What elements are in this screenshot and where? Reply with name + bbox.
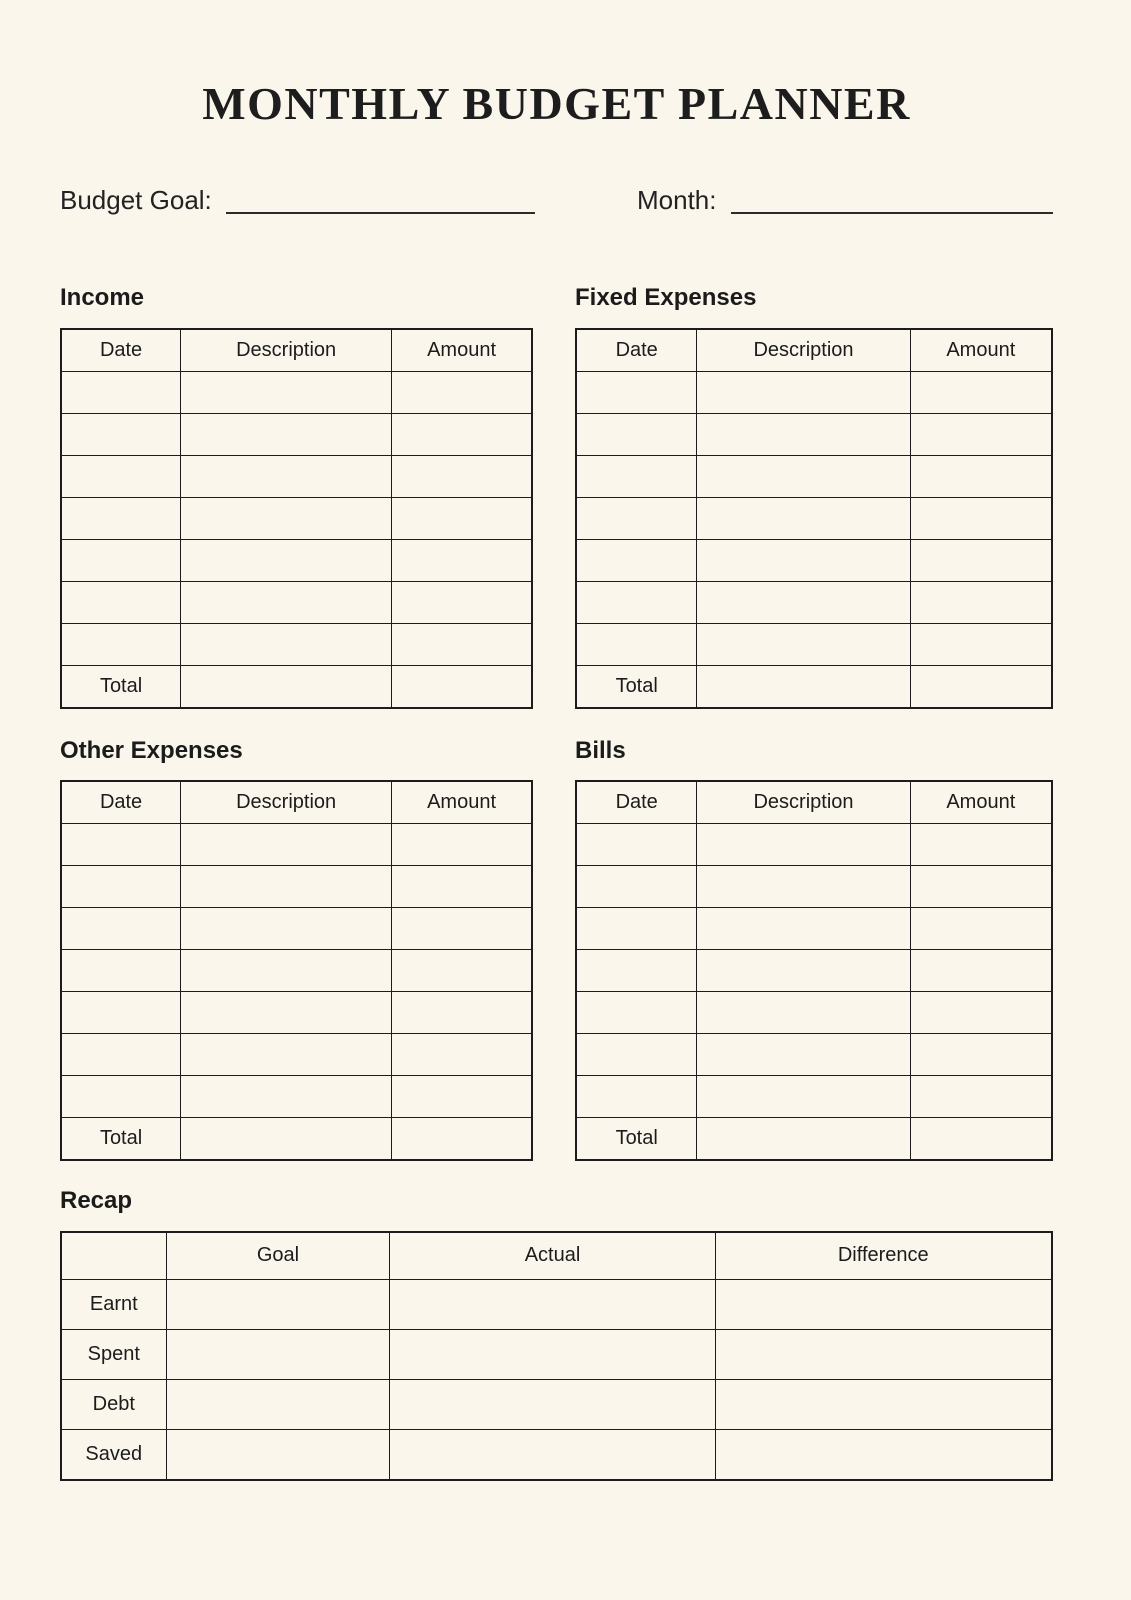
fixed-expenses-section-title: Fixed Expenses [575, 284, 757, 312]
budget-goal-field [60, 185, 535, 216]
amount-column-header: Amount [910, 781, 1052, 824]
recap-section-title: Recap [60, 1187, 133, 1215]
income-table [60, 328, 533, 709]
empty-cell [61, 908, 181, 950]
empty-cell [910, 908, 1052, 950]
empty-cell [576, 455, 697, 497]
empty-cell [390, 1329, 715, 1379]
budget-goal-input-line [226, 212, 535, 214]
date-column-header: Date [61, 329, 181, 372]
recap-row-debt [61, 1379, 1052, 1429]
recap-row-spent [61, 1329, 1052, 1379]
empty-cell [392, 581, 532, 623]
table-row [576, 413, 1052, 455]
table-row [576, 1034, 1052, 1076]
empty-cell [576, 824, 697, 866]
month-input-line [731, 212, 1054, 214]
table-row [61, 908, 532, 950]
empty-cell [576, 866, 697, 908]
empty-cell [181, 1034, 392, 1076]
empty-cell [61, 1034, 181, 1076]
table-row [61, 623, 532, 665]
empty-cell [910, 539, 1052, 581]
empty-cell [61, 539, 181, 581]
month-label: Month: [637, 184, 717, 215]
empty-cell [181, 866, 392, 908]
empty-cell [697, 539, 910, 581]
empty-cell [697, 371, 910, 413]
income-section [60, 284, 533, 709]
empty-cell [910, 1118, 1052, 1161]
empty-cell [576, 539, 697, 581]
empty-cell [61, 1076, 181, 1118]
empty-cell [392, 1118, 532, 1161]
table-row [576, 1076, 1052, 1118]
empty-cell [166, 1429, 390, 1480]
empty-cell [392, 413, 532, 455]
table-header-row [576, 329, 1052, 372]
empty-cell [697, 866, 910, 908]
empty-cell [392, 950, 532, 992]
empty-cell [697, 665, 910, 708]
empty-cell [910, 665, 1052, 708]
fixed-expenses-table [575, 328, 1053, 709]
empty-cell [910, 623, 1052, 665]
empty-cell [181, 371, 392, 413]
amount-column-header: Amount [392, 329, 532, 372]
empty-cell [697, 581, 910, 623]
table-row [61, 413, 532, 455]
table-row [576, 866, 1052, 908]
fixed-expenses-section [575, 284, 1053, 709]
empty-cell [697, 950, 910, 992]
empty-cell [576, 371, 697, 413]
amount-column-header: Amount [910, 329, 1052, 372]
empty-cell [910, 824, 1052, 866]
empty-cell [910, 455, 1052, 497]
recap-row-earnt [61, 1279, 1052, 1329]
date-column-header: Date [61, 781, 181, 824]
empty-cell [181, 992, 392, 1034]
empty-cell [910, 413, 1052, 455]
empty-cell [910, 992, 1052, 1034]
empty-cell [390, 1279, 715, 1329]
total-label: Total [61, 1118, 181, 1161]
empty-cell [61, 413, 181, 455]
empty-cell [392, 539, 532, 581]
empty-cell [392, 1034, 532, 1076]
recap-table [60, 1231, 1053, 1481]
table-row [61, 581, 532, 623]
empty-cell [392, 824, 532, 866]
table-row [61, 1076, 532, 1118]
empty-cell [181, 413, 392, 455]
goal-column-header: Goal [166, 1232, 390, 1280]
description-column-header: Description [697, 781, 910, 824]
total-row [61, 1118, 532, 1161]
recap-corner-cell [61, 1232, 166, 1280]
empty-cell [181, 539, 392, 581]
recap-row-label: Debt [61, 1379, 166, 1429]
empty-cell [910, 1034, 1052, 1076]
table-row [576, 455, 1052, 497]
table-row [61, 950, 532, 992]
table-header-row [576, 781, 1052, 824]
date-column-header: Date [576, 329, 697, 372]
other-expenses-section [60, 737, 533, 1162]
total-label: Total [61, 665, 181, 708]
empty-cell [181, 1076, 392, 1118]
empty-cell [61, 950, 181, 992]
empty-cell [576, 581, 697, 623]
empty-cell [392, 497, 532, 539]
empty-cell [181, 665, 392, 708]
table-row [576, 539, 1052, 581]
date-column-header: Date [576, 781, 697, 824]
table-row [61, 1034, 532, 1076]
empty-cell [392, 908, 532, 950]
empty-cell [392, 371, 532, 413]
empty-cell [576, 908, 697, 950]
empty-cell [166, 1279, 390, 1329]
table-row [576, 581, 1052, 623]
empty-cell [910, 581, 1052, 623]
total-row [576, 1118, 1052, 1161]
empty-cell [392, 665, 532, 708]
empty-cell [392, 992, 532, 1034]
table-row [576, 497, 1052, 539]
empty-cell [181, 1118, 392, 1161]
empty-cell [697, 1076, 910, 1118]
total-row [576, 665, 1052, 708]
description-column-header: Description [181, 781, 392, 824]
other-expenses-table [60, 780, 533, 1161]
bills-section-title: Bills [575, 736, 626, 764]
description-column-header: Description [697, 329, 910, 372]
table-row [61, 455, 532, 497]
recap-row-label: Spent [61, 1329, 166, 1379]
empty-cell [697, 908, 910, 950]
budget-tables-grid [60, 284, 1053, 1161]
empty-cell [697, 992, 910, 1034]
recap-row-saved [61, 1429, 1052, 1480]
empty-cell [910, 1076, 1052, 1118]
table-row [576, 992, 1052, 1034]
table-header-row [61, 781, 532, 824]
other-expenses-section-title: Other Expenses [60, 736, 243, 764]
empty-cell [181, 497, 392, 539]
empty-cell [61, 866, 181, 908]
table-row [576, 824, 1052, 866]
page-title: MONTHLY BUDGET PLANNER [202, 78, 911, 129]
empty-cell [910, 497, 1052, 539]
empty-cell [392, 1076, 532, 1118]
difference-column-header: Difference [715, 1232, 1052, 1280]
empty-cell [576, 1076, 697, 1118]
empty-cell [166, 1329, 390, 1379]
empty-cell [390, 1379, 715, 1429]
empty-cell [61, 497, 181, 539]
empty-cell [392, 623, 532, 665]
empty-cell [715, 1279, 1052, 1329]
empty-cell [181, 824, 392, 866]
empty-cell [697, 1118, 910, 1161]
empty-cell [576, 623, 697, 665]
table-row [61, 992, 532, 1034]
empty-cell [61, 992, 181, 1034]
table-row [61, 824, 532, 866]
empty-cell [697, 824, 910, 866]
table-row [576, 950, 1052, 992]
empty-cell [390, 1429, 715, 1480]
recap-section [60, 1187, 1053, 1481]
table-row [61, 539, 532, 581]
empty-cell [697, 1034, 910, 1076]
empty-cell [181, 623, 392, 665]
table-row [61, 371, 532, 413]
recap-header-row [61, 1232, 1052, 1280]
empty-cell [392, 866, 532, 908]
recap-row-label: Saved [61, 1429, 166, 1480]
table-row [61, 866, 532, 908]
empty-cell [181, 581, 392, 623]
description-column-header: Description [181, 329, 392, 372]
empty-cell [576, 950, 697, 992]
empty-cell [166, 1379, 390, 1429]
empty-cell [910, 866, 1052, 908]
table-row [61, 497, 532, 539]
table-header-row [61, 329, 532, 372]
income-section-title: Income [60, 284, 145, 312]
total-label: Total [576, 1118, 697, 1161]
header-fields [60, 185, 1053, 216]
empty-cell [576, 413, 697, 455]
empty-cell [910, 950, 1052, 992]
total-label: Total [576, 665, 697, 708]
empty-cell [697, 455, 910, 497]
empty-cell [181, 455, 392, 497]
empty-cell [181, 950, 392, 992]
empty-cell [697, 497, 910, 539]
empty-cell [61, 455, 181, 497]
total-row [61, 665, 532, 708]
empty-cell [910, 371, 1052, 413]
actual-column-header: Actual [390, 1232, 715, 1280]
empty-cell [715, 1329, 1052, 1379]
budget-goal-label: Budget Goal: [60, 184, 212, 215]
bills-table [575, 780, 1053, 1161]
table-row [576, 371, 1052, 413]
empty-cell [576, 992, 697, 1034]
amount-column-header: Amount [392, 781, 532, 824]
empty-cell [576, 497, 697, 539]
empty-cell [61, 581, 181, 623]
empty-cell [61, 824, 181, 866]
table-row [576, 623, 1052, 665]
empty-cell [576, 1034, 697, 1076]
empty-cell [61, 371, 181, 413]
empty-cell [715, 1379, 1052, 1429]
table-row [576, 908, 1052, 950]
empty-cell [181, 908, 392, 950]
empty-cell [61, 623, 181, 665]
empty-cell [697, 623, 910, 665]
empty-cell [392, 455, 532, 497]
month-field [637, 185, 1053, 216]
empty-cell [697, 413, 910, 455]
bills-section [575, 737, 1053, 1162]
recap-row-label: Earnt [61, 1279, 166, 1329]
empty-cell [715, 1429, 1052, 1480]
